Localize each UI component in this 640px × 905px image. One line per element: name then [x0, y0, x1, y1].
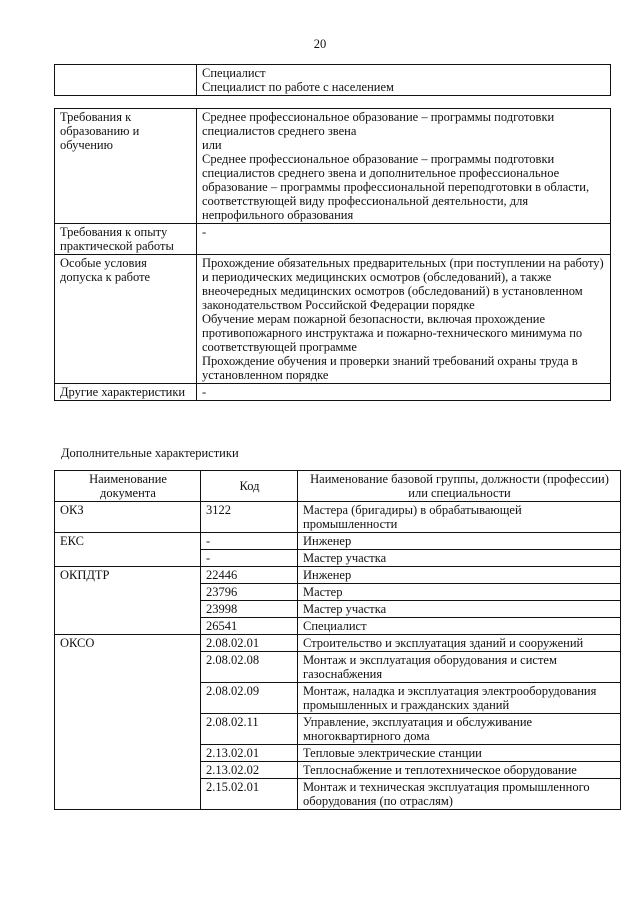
position-title: Специалист по работе с населением [202, 80, 394, 94]
requirement-label: Требования к образованию и обучению [55, 109, 197, 224]
requirement-text: Прохождение обучения и проверки знаний требований охраны труда в установленном порядке [202, 354, 578, 382]
requirement-label: Требования к опыту практической работы [55, 224, 197, 255]
requirement-text: Прохождение обязательных предварительных (при поступлении на работу) и периодических медицинских осмотров (обследований), а также внеочередных медицинских осмотров (обследований) в установленном законодательством Российской Федерации порядке [202, 256, 604, 312]
code-cell: 23796 [201, 584, 298, 601]
group-name-cell: Мастера (бригадиры) в обрабатывающей промышленности [298, 502, 621, 533]
group-name-cell: Мастер участка [298, 601, 621, 618]
group-name-cell: Специалист [298, 618, 621, 635]
code-cell: 3122 [201, 502, 298, 533]
code-cell: 2.15.02.01 [201, 779, 298, 810]
requirement-text: Среднее профессиональное образование – программы подготовки специалистов среднего звена и дополнительное профессиональное образование – программы профессиональной переподготовки в области, соответствующей виду профессиональной деятельности, для непрофильного образования [202, 152, 590, 222]
code-cell: 22446 [201, 567, 298, 584]
code-cell: - [201, 533, 298, 550]
table-row [55, 567, 621, 584]
group-name-cell: Теплоснабжение и теплотехническое оборудование [298, 762, 621, 779]
requirement-value [197, 224, 611, 255]
position-title: Специалист [202, 66, 266, 80]
table-row [55, 502, 621, 533]
group-name-cell: Инженер [298, 567, 621, 584]
group-name-cell: Инженер [298, 533, 621, 550]
page-number: 20 [313, 37, 327, 51]
requirement-text: Обучение мерам пожарной безопасности, включая прохождение противопожарного инструктажа и пожарно-технического минимума по соответствующей программе [202, 312, 583, 354]
table-row [55, 255, 611, 384]
requirement-text: Среднее профессиональное образование – программы подготовки специалистов среднего звена [202, 110, 555, 138]
document-name-cell: ЕКС [55, 533, 201, 567]
code-cell: 2.13.02.01 [201, 745, 298, 762]
document-name-cell: ОКЗ [55, 502, 201, 533]
table-row [55, 65, 611, 96]
table-row [55, 384, 611, 401]
group-name-cell: Монтаж и эксплуатация оборудования и систем газоснабжения [298, 652, 621, 683]
requirement-text: - [202, 225, 207, 239]
table-row [55, 635, 621, 652]
requirement-value [197, 255, 611, 384]
table-row [55, 109, 611, 224]
requirements-table [54, 108, 611, 401]
group-name-cell: Тепловые электрические станции [298, 745, 621, 762]
code-cell: 26541 [201, 618, 298, 635]
column-header-group: Наименование базовой группы, должности (профессии) или специальности [298, 471, 621, 502]
code-cell: 23998 [201, 601, 298, 618]
table-header-row [55, 471, 621, 502]
document-name-cell: ОКПДТР [55, 567, 201, 635]
position-title-table [54, 64, 611, 96]
requirement-label: Особые условия допуска к работе [55, 255, 197, 384]
column-header-code: Код [201, 471, 298, 502]
requirement-value [197, 384, 611, 401]
requirement-label: Другие характеристики [55, 384, 197, 401]
position-titles-cell [197, 65, 611, 96]
group-name-cell: Монтаж и техническая эксплуатация промышленного оборудования (по отраслям) [298, 779, 621, 810]
code-cell: 2.13.02.02 [201, 762, 298, 779]
group-name-cell: Мастер участка [298, 550, 621, 567]
requirement-text: или [202, 138, 222, 152]
requirement-value [197, 109, 611, 224]
empty-cell [55, 65, 197, 96]
code-cell: 2.08.02.01 [201, 635, 298, 652]
code-cell: 2.08.02.09 [201, 683, 298, 714]
column-header-document: Наименование документа [55, 471, 201, 502]
section-title: Дополнительные характеристики [61, 446, 239, 460]
code-cell: 2.08.02.11 [201, 714, 298, 745]
additional-characteristics-table [54, 470, 621, 810]
table-row [55, 224, 611, 255]
code-cell: 2.08.02.08 [201, 652, 298, 683]
requirement-text: - [202, 385, 207, 399]
document-name-cell: ОКСО [55, 635, 201, 810]
group-name-cell: Мастер [298, 584, 621, 601]
table-row [55, 533, 621, 550]
code-cell: - [201, 550, 298, 567]
group-name-cell: Монтаж, наладка и эксплуатация электрооборудования промышленных и гражданских зданий [298, 683, 621, 714]
group-name-cell: Строительство и эксплуатация зданий и сооружений [298, 635, 621, 652]
group-name-cell: Управление, эксплуатация и обслуживание многоквартирного дома [298, 714, 621, 745]
